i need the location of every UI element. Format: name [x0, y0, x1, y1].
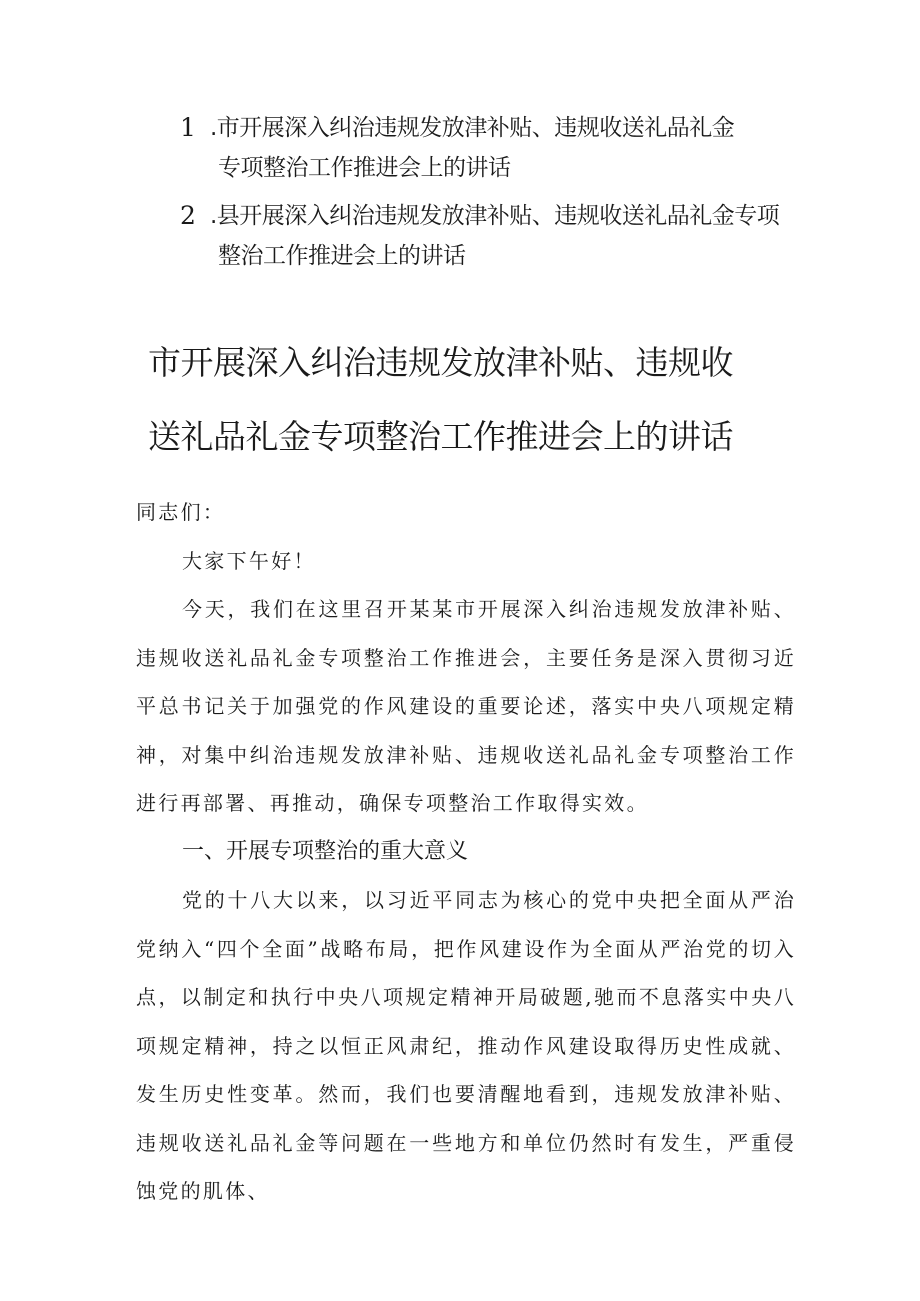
document-title-line2: 送礼品礼金专项整治工作推进会上的讲话	[148, 417, 733, 456]
greeting: 大家下午好！	[182, 548, 316, 573]
toc-item-text-line1: .市开展深入纠治违规发放津补贴、违规收送礼品礼金	[210, 115, 735, 141]
toc-item-text-line2: 专项整治工作推进会上的讲话	[218, 155, 511, 181]
toc-item-text	[180, 196, 820, 276]
toc-item-number: 1	[180, 113, 196, 142]
table-of-contents	[180, 108, 820, 284]
document-title	[148, 336, 788, 464]
toc-item-number: 2	[180, 201, 196, 230]
toc-item-text	[180, 108, 820, 188]
toc-item-text-line1: .县开展深入纠治违规发放津补贴、违规收送礼品礼金专项	[210, 203, 780, 229]
salutation: 同志们：	[136, 500, 226, 524]
document-title-line1: 市开展深入纠治违规发放津补贴、违规收	[148, 343, 733, 382]
toc-item-text-line2: 整治工作推进会上的讲话	[218, 243, 466, 269]
section-paragraph: 党的十八大以来，以习近平同志为核心的党中央把全面从严治党纳入“四个全面”战略布局，把作风建设作为全面从严治党的切入点，以制定和执行中央八项规定精神开局破题,驰而不息落实中央八项规定精神，持之以恒正风肃纪，推动作风建设取得历史性成就、发生历史性变革。然而，我们也要清醒地看到，违规发放津补贴、违规收送礼品礼金等问题在一些地方和单位仍然时有发生，严重侵蚀党的肌体、	[136, 888, 796, 1203]
toc-item-1[interactable]	[180, 108, 820, 188]
toc-item-2[interactable]	[180, 196, 820, 276]
intro-paragraph: 今天，我们在这里召开某某市开展深入纠治违规发放津补贴、违规收送礼品礼金专项整治工作推进会，主要任务是深入贯彻习近平总书记关于加强党的作风建设的重要论述，落实中央八项规定精神，对集中纠治违规发放津补贴、违规收送礼品礼金专项整治工作进行再部署、再推动，确保专项整治工作取得实效。	[136, 597, 796, 815]
document-body	[136, 488, 796, 1216]
section-heading: 一、开展专项整治的重大意义	[182, 838, 469, 864]
